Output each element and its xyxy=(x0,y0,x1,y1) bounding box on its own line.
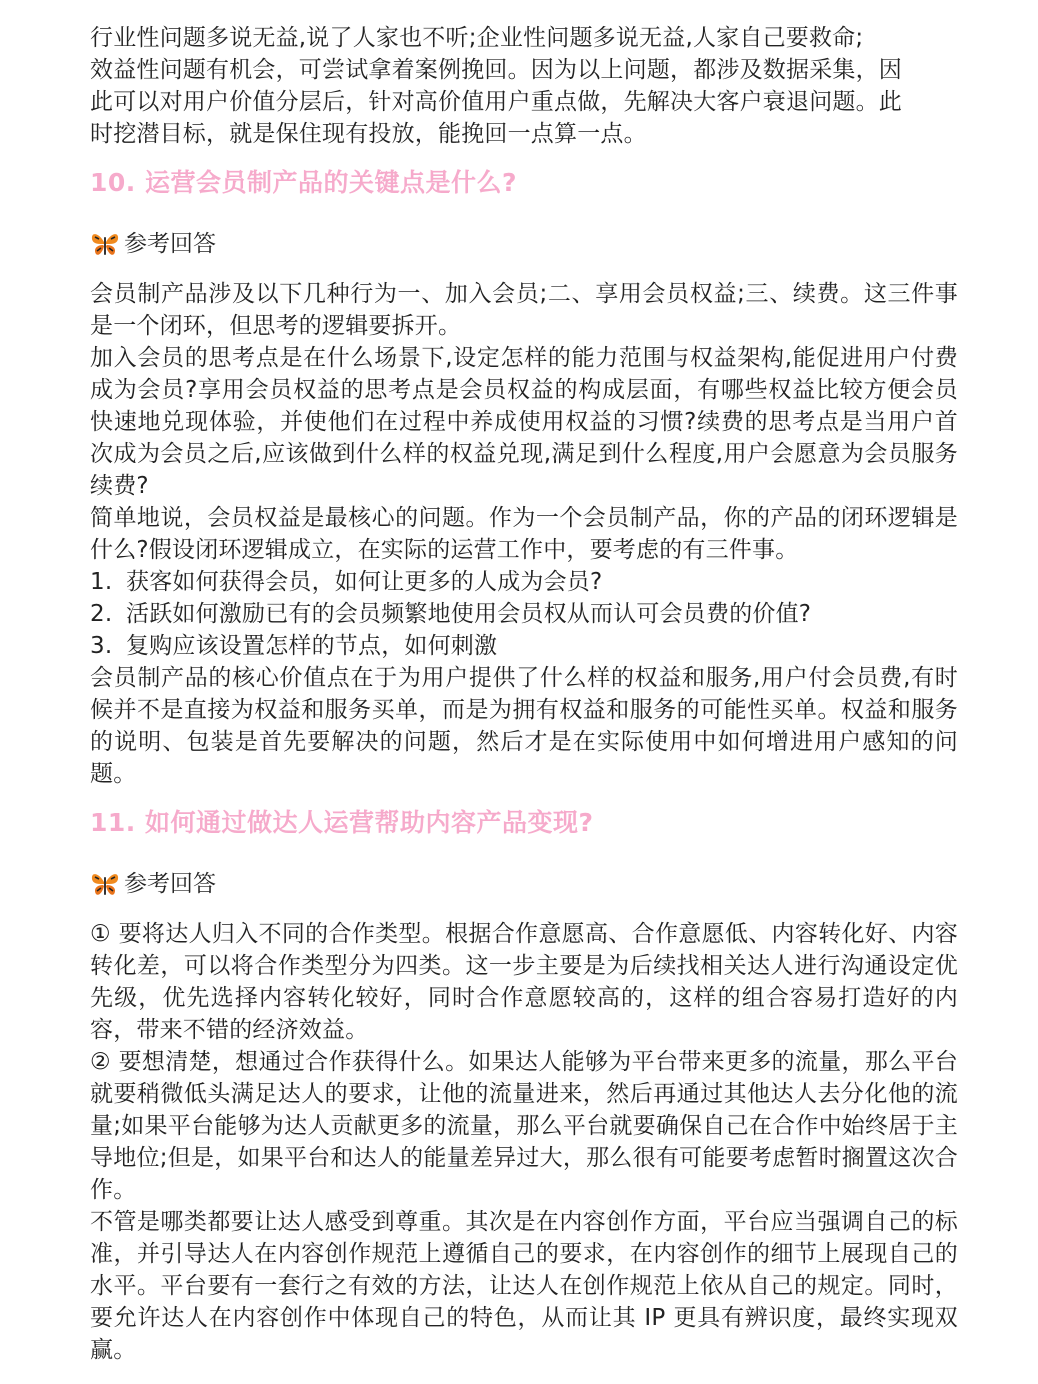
answer-label-text: 参考回答 xyxy=(124,871,216,897)
section-10-paragraph: 简单地说，会员权益是最核心的问题。作为一个会员制产品，你的产品的闭环逻辑是什么?假设闭环逻辑成立，在实际的运营工作中，要考虑的有三件事。 xyxy=(90,505,958,563)
section-10-paragraph: 加入会员的思考点是在什么场景下,设定怎样的能力范围与权益架构,能促进用户付费成为会员?享用会员权益的思考点是会员权益的构成层面，有哪些权益比较方便会员快速地兑现体验，并使他们在过程中养成使用权益的习惯?续费的思考点是当用户首次成为会员之后,应该做到什么样的权益兑现,满足到什么程度,用户会愿意为会员服务续费? xyxy=(90,345,958,499)
section-10-answer-label xyxy=(90,228,958,260)
answer-label-text: 参考回答 xyxy=(124,231,216,257)
list-text: 获客如何获得会员，如何让更多的人成为会员? xyxy=(126,569,603,595)
list-number: 1. xyxy=(90,569,113,595)
intro-paragraph xyxy=(90,22,958,150)
intro-line: 行业性问题多说无益,说了人家也不听;企业性问题多说无益,人家自己要救命; xyxy=(90,25,864,51)
list-text: 活跃如何激励已有的会员频繁地使用会员权从而认可会员费的价值? xyxy=(126,601,812,627)
section-11-paragraph: ② 要想清楚，想通过合作获得什么。如果达人能够为平台带来更多的流量，那么平台就要稍微低头满足达人的要求，让他的流量进来，然后再通过其他达人去分化他的流量;如果平台能够为达人贡献更多的流量，那么平台就要确保自己在合作中始终居于主导地位;但是，如果平台和达人的能量差异过大，那么很有可能要考虑暂时搁置这次合作。 xyxy=(90,1049,958,1203)
list-number: 2. xyxy=(90,601,113,627)
intro-line: 时挖潜目标，就是保住现有投放，能挽回一点算一点。 xyxy=(90,121,647,147)
butterfly-icon xyxy=(90,871,120,897)
section-11-paragraph: 不管是哪类都要让达人感受到尊重。其次是在内容创作方面，平台应当强调自己的标准，并引导达人在内容创作规范上遵循自己的要求，在内容创作的细节上展现自己的水平。平台要有一套行之有效的方法，让达人在创作规范上依从自己的规定。同时，要允许达人在内容创作中体现自己的特色，从而让其 IP 更具有辨识度，最终实现双赢。 xyxy=(90,1209,958,1363)
section-11-paragraph: ① 要将达人归入不同的合作类型。根据合作意愿高、合作意愿低、内容转化好、内容转化差，可以将合作类型分为四类。这一步主要是为后续找相关达人进行沟通设定优先级，优先选择内容转化较好，同时合作意愿较高的，这样的组合容易打造好的内容，带来不错的经济效益。 xyxy=(90,921,958,1043)
article xyxy=(90,22,958,1366)
butterfly-icon xyxy=(90,231,120,257)
intro-line: 此可以对用户价值分层后，针对高价值用户重点做，先解决大客户衰退问题。此 xyxy=(90,89,902,115)
section-10-title: 10. 运营会员制产品的关键点是什么? xyxy=(90,168,517,197)
list-item xyxy=(90,598,958,630)
intro-line: 效益性问题有机会，可尝试拿着案例挽回。因为以上问题，都涉及数据采集，因 xyxy=(90,57,902,83)
section-10-paragraph: 会员制产品涉及以下几种行为一、加入会员;二、享用会员权益;三、续费。这三件事是一个闭环，但思考的逻辑要拆开。 xyxy=(90,281,958,339)
list-item xyxy=(90,630,958,662)
section-10-closing: 会员制产品的核心价值点在于为用户提供了什么样的权益和服务,用户付会员费,有时候并不是直接为权益和服务买单，而是为拥有权益和服务的可能性买单。权益和服务的说明、包装是首先要解决的问题，然后才是在实际使用中如何增进用户感知的问题。 xyxy=(90,665,958,787)
section-11-title: 11. 如何通过做达人运营帮助内容产品变现? xyxy=(90,808,594,837)
section-11-answer-label xyxy=(90,868,958,900)
list-text: 复购应该设置怎样的节点，如何刺激 xyxy=(126,633,498,659)
list-number: 3. xyxy=(90,633,113,659)
list-item xyxy=(90,566,958,598)
